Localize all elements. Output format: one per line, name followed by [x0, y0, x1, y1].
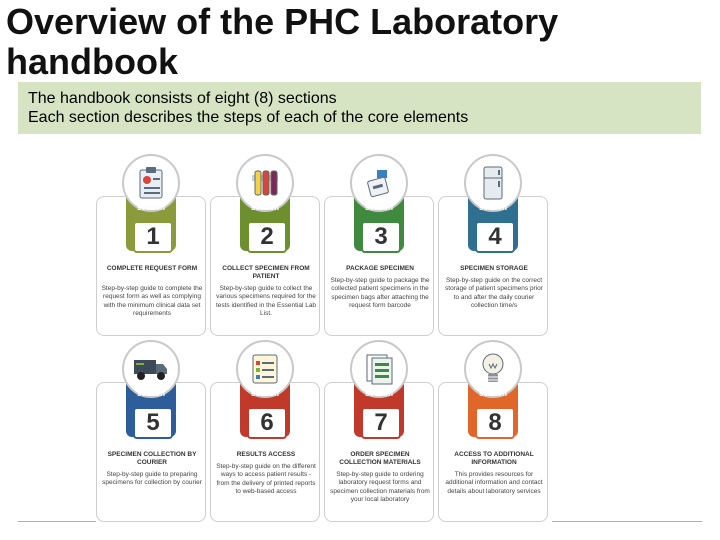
section-number: 3 — [361, 221, 401, 253]
section-panel — [210, 196, 320, 336]
section-label: section — [136, 203, 165, 212]
banner-line-1: The handbook consists of eight (8) sections — [28, 90, 337, 107]
footer-rule-right — [552, 521, 702, 522]
section-number: 7 — [361, 407, 401, 439]
section-number: 1 — [133, 221, 173, 253]
slide-title: Overview of the PHC Laboratory handbook — [6, 1, 559, 82]
section-panel — [96, 196, 206, 336]
section-number: 2 — [247, 221, 287, 253]
section-description: Step-by-step guide to complete the request form as well as complying with the minimum clinical data set requirements — [101, 285, 203, 317]
section-number: 5 — [133, 407, 173, 439]
banner-line-2: Each section describes the steps of each of the core elements — [28, 109, 469, 126]
section-heading: ACCESS TO ADDITIONAL INFORMATION — [454, 451, 534, 466]
section-label: section — [364, 203, 393, 212]
section-description: This provides resources for additional information and contact details about laboratory services — [445, 471, 543, 495]
section-heading: ORDER SPECIMEN COLLECTION MATERIALS — [339, 451, 421, 466]
section-label: section — [136, 389, 165, 398]
section-panel — [438, 382, 548, 522]
section-panel — [324, 196, 434, 336]
section-heading: COMPLETE REQUEST FORM — [106, 265, 198, 272]
section-heading: PACKAGE SPECIMEN — [346, 265, 414, 272]
section-heading: SPECIMEN COLLECTION BY COURIER — [107, 451, 197, 466]
section-label: section — [250, 203, 279, 212]
section-number: 8 — [475, 407, 515, 439]
section-panel — [438, 196, 548, 336]
section-panel — [210, 382, 320, 522]
section-description: Step-by-step guide to preparing specimens for collection by courier — [102, 471, 202, 487]
section-description: Step-by-step guide to package the collected patient specimens in the specimen bags after attaching the request form barcode — [330, 277, 430, 309]
section-description: Step-by-step guide on the correct storage of patient specimens prior to and after the daily courier collection time/s — [445, 277, 543, 309]
section-panel — [324, 382, 434, 522]
section-heading: COLLECT SPECIMEN FROM PATIENT — [222, 265, 310, 280]
section-label: section — [250, 389, 279, 398]
section-label: section — [478, 389, 507, 398]
section-label: section — [364, 389, 393, 398]
section-heading: SPECIMEN STORAGE — [460, 265, 528, 272]
footer-rule-left — [18, 521, 96, 522]
section-description: Step-by-step guide to ordering laboratory request forms and specimen collection materials from your local laboratory — [330, 471, 430, 503]
section-description: Step-by-step guide to collect the various specimens required for the tests identified in the Essential Lab List. — [215, 285, 317, 317]
summary-banner — [18, 82, 701, 134]
section-number: 4 — [475, 221, 515, 253]
section-heading: RESULTS ACCESS — [236, 451, 296, 458]
section-number: 6 — [247, 407, 287, 439]
section-panel — [96, 382, 206, 522]
section-label: section — [478, 203, 507, 212]
section-description: Step-by-step guide on the different ways to access patient results - from the delivery of printed reports to web-based access — [216, 463, 316, 495]
